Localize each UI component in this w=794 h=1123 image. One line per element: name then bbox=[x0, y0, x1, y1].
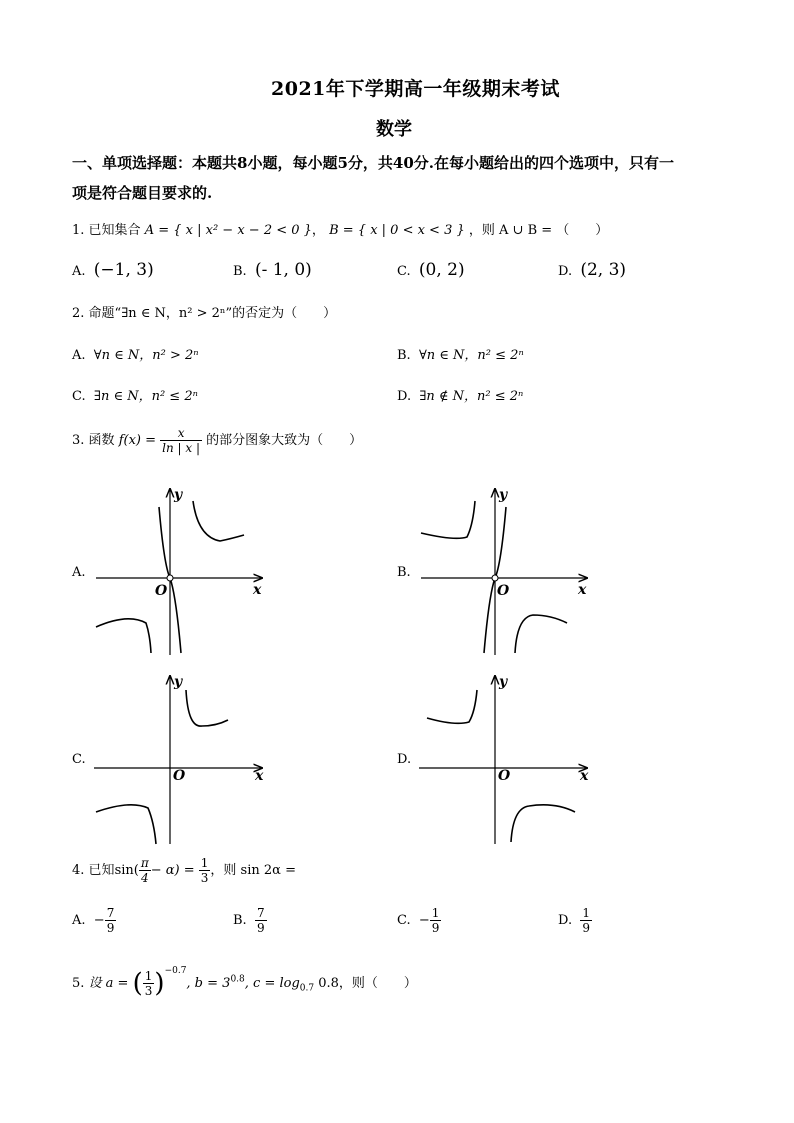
curve-lower-right bbox=[511, 805, 575, 842]
option-label: A. bbox=[72, 264, 86, 279]
y-label: y bbox=[499, 487, 508, 503]
origin-hole bbox=[492, 575, 498, 581]
option-label: C. bbox=[72, 389, 86, 404]
fraction bbox=[160, 426, 202, 455]
q3-option-b[interactable]: B. bbox=[397, 565, 411, 580]
sign: − bbox=[418, 913, 430, 928]
alpha-part: − α) = bbox=[150, 863, 195, 878]
x-label: x bbox=[578, 582, 587, 598]
b-def: , b = 3 bbox=[186, 976, 231, 991]
graph-c[interactable] bbox=[90, 672, 270, 847]
origin-label: O bbox=[173, 768, 186, 784]
numerator: 1 bbox=[582, 906, 590, 920]
option-fraction bbox=[255, 906, 267, 935]
section-heading-line2: 项是符合题目要求的. bbox=[72, 184, 213, 202]
q3-option-a[interactable]: A. bbox=[72, 565, 86, 580]
numerator: x bbox=[160, 426, 202, 441]
option-fraction bbox=[580, 906, 592, 935]
denominator: 9 bbox=[256, 921, 265, 935]
b-exponent: 0.8 bbox=[230, 974, 245, 985]
curve-upper-right bbox=[186, 690, 228, 726]
option-label: A. bbox=[72, 348, 86, 363]
log-base: 0.7 bbox=[299, 983, 315, 994]
question-number: 5. bbox=[72, 976, 85, 991]
option-label: D. bbox=[397, 389, 412, 404]
numerator: 1 bbox=[144, 969, 153, 983]
option-value: ∃n ∉ N，n² ≤ 2ⁿ bbox=[419, 389, 524, 404]
origin-label: O bbox=[498, 768, 511, 784]
curve-lower-left bbox=[96, 619, 151, 653]
q1-option-a[interactable] bbox=[72, 260, 154, 280]
page-title: 2021年下学期高一年级期末考试 bbox=[271, 78, 560, 100]
curve-lower-left bbox=[96, 805, 156, 844]
denominator: 3 bbox=[200, 871, 209, 885]
question-4 bbox=[72, 856, 296, 885]
question-3 bbox=[72, 426, 362, 455]
graph-b[interactable] bbox=[415, 485, 595, 660]
separator: ， bbox=[311, 223, 325, 238]
q2-option-b[interactable] bbox=[397, 344, 524, 363]
option-fraction bbox=[105, 906, 117, 935]
question-1 bbox=[72, 219, 608, 238]
option-value: ∀n ∈ N，n² > 2ⁿ bbox=[93, 348, 199, 363]
option-value: ∃n ∈ N，n² ≤ 2ⁿ bbox=[93, 389, 198, 404]
a-def: 设 a = bbox=[88, 976, 129, 991]
option-value: ∀n ∈ N，n² ≤ 2ⁿ bbox=[418, 348, 524, 363]
q2-option-a[interactable] bbox=[72, 344, 199, 363]
one-third bbox=[199, 856, 211, 885]
option-value: (2, 3) bbox=[580, 260, 627, 280]
curve-upper-left bbox=[421, 501, 475, 538]
q1-option-c[interactable] bbox=[397, 260, 465, 280]
question-number: 4. bbox=[72, 863, 85, 878]
denominator: 3 bbox=[144, 984, 153, 998]
pi-over-4 bbox=[139, 856, 151, 885]
c-def: , c = log bbox=[244, 976, 300, 991]
question-number: 2. bbox=[72, 306, 85, 321]
y-label: y bbox=[499, 674, 508, 690]
option-value: (- 1, 0) bbox=[254, 260, 312, 280]
option-label: A. bbox=[72, 913, 86, 928]
option-label: C. bbox=[397, 913, 411, 928]
curve-upper-right bbox=[193, 501, 244, 541]
exponent: −0.7 bbox=[164, 966, 187, 976]
option-label: D. bbox=[558, 913, 573, 928]
q4-option-a[interactable] bbox=[72, 906, 116, 935]
question-tail: 0.8，则（ ） bbox=[314, 976, 417, 991]
origin-label: O bbox=[497, 583, 510, 599]
origin-hole bbox=[167, 575, 173, 581]
numerator: 7 bbox=[256, 906, 265, 920]
q1-option-d[interactable] bbox=[558, 260, 626, 280]
q1-option-b[interactable] bbox=[233, 260, 312, 280]
sign: − bbox=[93, 913, 105, 928]
section-heading-line1: 一、单项选择题：本题共8小题，每小题5分，共40分.在每小题给出的四个选项中，只有一 bbox=[72, 154, 674, 172]
option-fraction bbox=[430, 906, 442, 935]
x-label: x bbox=[580, 768, 589, 784]
option-label: B. bbox=[233, 913, 247, 928]
y-label: y bbox=[174, 674, 183, 690]
option-value: (−1, 3) bbox=[93, 260, 154, 280]
left-paren: ( bbox=[132, 968, 143, 999]
option-label: D. bbox=[558, 264, 573, 279]
numerator: 7 bbox=[106, 906, 115, 920]
set-b: B = { x | 0 < x < 3 } bbox=[329, 223, 465, 238]
x-label: x bbox=[253, 582, 262, 598]
q4-option-b[interactable] bbox=[233, 906, 267, 935]
q3-option-d[interactable]: D. bbox=[397, 752, 412, 767]
denominator: ln | x | bbox=[162, 441, 201, 455]
denominator: 4 bbox=[140, 871, 149, 885]
question-text: 命题“∃n ∈ N，n² > 2ⁿ”的否定为（ ） bbox=[88, 306, 337, 321]
numerator: 1 bbox=[200, 856, 209, 870]
x-label: x bbox=[255, 768, 264, 784]
question-text: 已知集合 bbox=[88, 223, 141, 238]
denominator: 9 bbox=[431, 921, 440, 935]
q4-option-c[interactable] bbox=[397, 906, 441, 935]
option-value: (0, 2) bbox=[418, 260, 465, 280]
set-a: A = { x | x² − x − 2 < 0 } bbox=[144, 223, 312, 238]
option-label: B. bbox=[233, 264, 247, 279]
option-label: C. bbox=[397, 264, 411, 279]
q2-option-d[interactable] bbox=[397, 385, 523, 404]
one-third bbox=[143, 969, 155, 998]
curve-upper-left bbox=[427, 690, 477, 723]
question-5 bbox=[72, 966, 417, 999]
q3-option-c[interactable]: C. bbox=[72, 752, 86, 767]
question-2 bbox=[72, 302, 336, 321]
graph-d[interactable] bbox=[415, 672, 595, 847]
question-number: 1. bbox=[72, 223, 85, 238]
origin-label: O bbox=[155, 583, 168, 599]
question-number: 3. bbox=[72, 433, 85, 448]
denominator: 9 bbox=[106, 921, 115, 935]
question-text: 已知 bbox=[88, 863, 115, 878]
question-tail: ，则 A ∪ B = （ ） bbox=[468, 223, 609, 238]
question-text: 函数 bbox=[88, 433, 115, 448]
sin-func: sin( bbox=[114, 863, 139, 878]
denominator: 9 bbox=[582, 921, 590, 935]
numerator: 1 bbox=[431, 906, 440, 920]
question-tail: ，则 sin 2α = bbox=[210, 863, 296, 878]
numerator: π bbox=[140, 856, 149, 870]
subject-title: 数学 bbox=[376, 119, 412, 140]
function-name: f(x) = bbox=[118, 433, 157, 448]
graph-a[interactable] bbox=[90, 485, 270, 660]
curve-lower-right bbox=[515, 615, 567, 653]
question-tail: 的部分图象大致为（ ） bbox=[206, 433, 363, 448]
q2-option-c[interactable] bbox=[72, 385, 198, 404]
y-label: y bbox=[174, 487, 183, 503]
q4-option-d[interactable] bbox=[558, 906, 592, 935]
option-label: B. bbox=[397, 348, 411, 363]
right-paren: ) bbox=[154, 968, 165, 999]
